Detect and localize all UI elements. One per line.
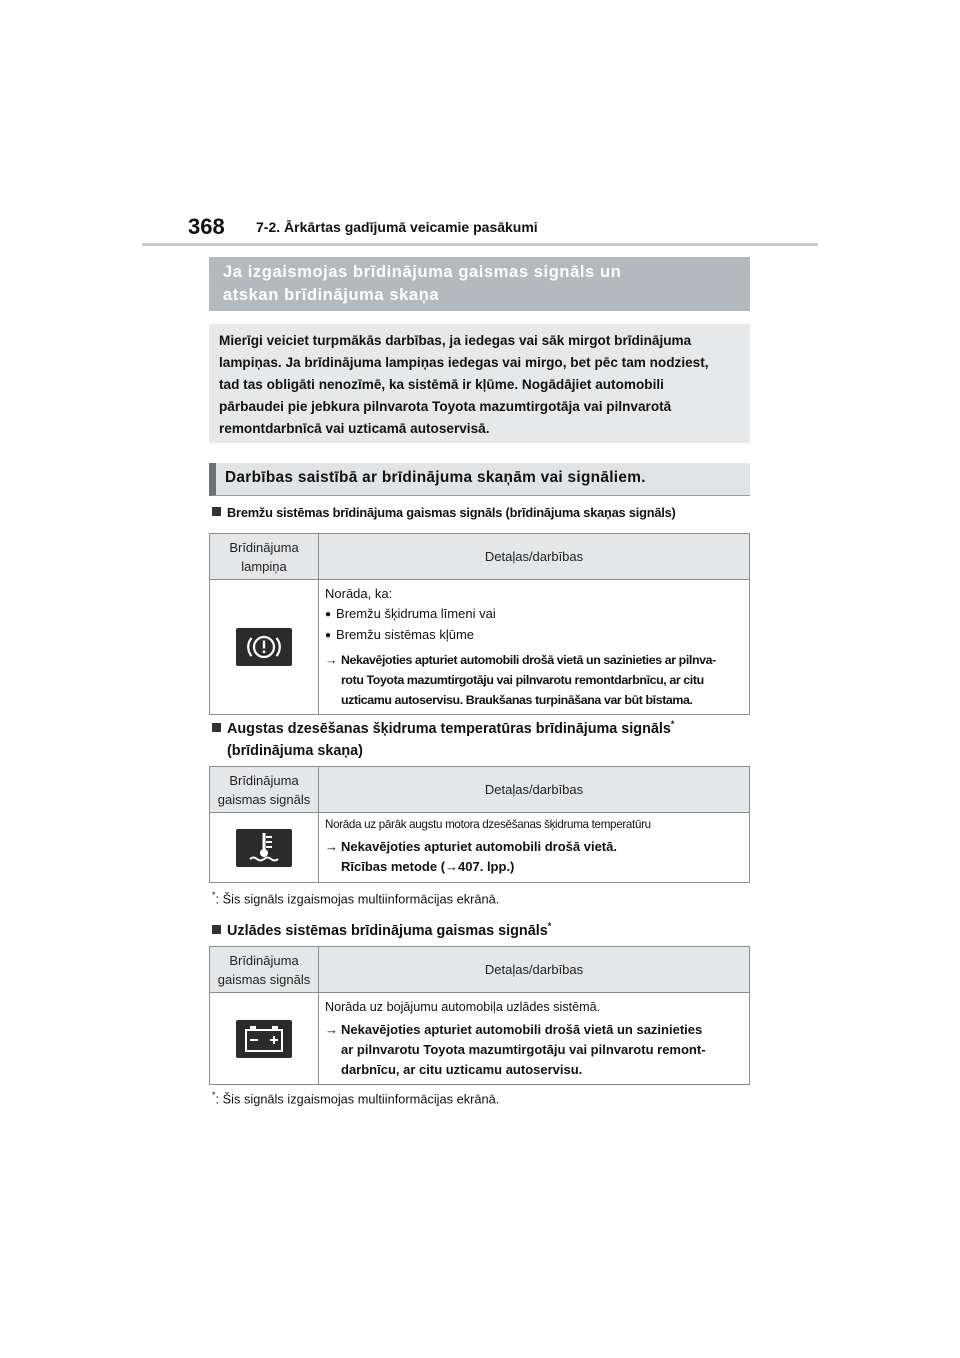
table-header-lamp: Brīdinājuma gaismas signāls: [210, 947, 319, 993]
arrow-icon: →: [445, 859, 459, 874]
coolant-details-cell: Norāda uz pārāk augstu motora dzesēšanas šķidruma temperatūru → Nekavējoties apturiet automobili drošā vietā. Rīcības metode (→407. lpp.): [319, 813, 750, 883]
intro-line: tad tas obligāti nenozīmē, ka sistēmā ir kļūme. Nogādājiet automobili: [219, 377, 664, 392]
charging-table: [209, 946, 750, 1085]
arrow-icon: →: [325, 1022, 338, 1037]
section-banner: [209, 257, 750, 311]
table-header-details: Detaļas/darbības: [319, 767, 750, 813]
footnote: *: Šis signāls izgaismojas multiinformācijas ekrānā.: [212, 1090, 500, 1107]
charging-details-cell: Norāda uz bojājumu automobiļa uzlādes sistēmā. → Nekavējoties apturiet automobili drošā vietā un sazinieties ar pilnvarotu Toyota mazumtirgotāju vai pilnvarotu remont- darbnīcu, ar citu uzticamu autoservisu.: [319, 993, 750, 1085]
square-bullet-icon: [212, 507, 221, 516]
square-bullet-icon: [212, 723, 221, 732]
charging-icon-cell: [210, 993, 319, 1085]
brake-section-title: Bremžu sistēmas brīdinājuma gaismas signāls (brīdinājuma skaņas signāls): [212, 502, 676, 524]
coolant-table: [209, 766, 750, 883]
brake-warning-icon: [236, 628, 292, 666]
coolant-temperature-icon: [236, 829, 292, 867]
page-number: 368: [188, 214, 225, 239]
coolant-icon-cell: [210, 813, 319, 883]
footnote: *: Šis signāls izgaismojas multiinformācijas ekrānā.: [212, 890, 500, 907]
arrow-icon: →: [325, 839, 338, 854]
subheading: Darbības saistībā ar brīdinājuma skaņām vai signāliem.: [209, 463, 750, 496]
banner-line-2: atskan brīdinājuma skaņa: [223, 286, 440, 304]
square-bullet-icon: [212, 925, 221, 934]
intro-line: remontdarbnīcā vai uzticamā autoservisā.: [219, 421, 490, 436]
table-header-details: Detaļas/darbības: [319, 947, 750, 993]
intro-line: lampiņas. Ja brīdinājuma lampiņas iedegas vai mirgo, bet pēc tam nodziest,: [219, 355, 709, 370]
table-header-lamp: Brīdinājuma gaismas signāls: [210, 767, 319, 813]
intro-line: pārbaudei pie jebkura pilnvarota Toyota mazumtirgotāja vai pilnvarotā: [219, 399, 672, 414]
header-rule: [142, 243, 818, 246]
charging-section-title: Uzlādes sistēmas brīdinājuma gaismas signāls*: [212, 915, 551, 942]
coolant-section-title: Augstas dzesēšanas šķidruma temperatūras brīdinājuma signāls* (brīdinājuma skaņa): [212, 713, 674, 762]
battery-icon: [236, 1020, 292, 1058]
intro-line: Mierīgi veiciet turpmākās darbības, ja iedegas vai sāk mirgot brīdinājuma: [219, 333, 692, 348]
list-item: ● Bremžu šķidruma līmeni vai: [325, 604, 743, 625]
table-header-details: Detaļas/darbības: [319, 534, 750, 580]
intro-box: [209, 324, 750, 443]
brake-icon-cell: [210, 580, 319, 715]
brake-details-cell: Norāda, ka: ● Bremžu šķidruma līmeni vai ● Bremžu sistēmas kļūme → Nekavējoties apturiet automobili drošā vietā un sazinieties ar pilnva- rotu Toyota mazumtirgotāju vai pilnvarotu remontdarbnīcu, ar citu uzticamu autoservisu. Braukšanas turpināšana var būt bīstama.: [319, 580, 750, 715]
list-item: ● Bremžu sistēmas kļūme: [325, 625, 743, 646]
table-header-lamp: Brīdinājuma lampiņa: [210, 534, 319, 580]
brake-table: [209, 533, 750, 715]
arrow-icon: →: [325, 653, 337, 667]
chapter-title: 7-2. Ārkārtas gadījumā veicamie pasākumi: [256, 219, 538, 235]
banner-line-1: Ja izgaismojas brīdinājuma gaismas signāls un: [223, 263, 622, 281]
